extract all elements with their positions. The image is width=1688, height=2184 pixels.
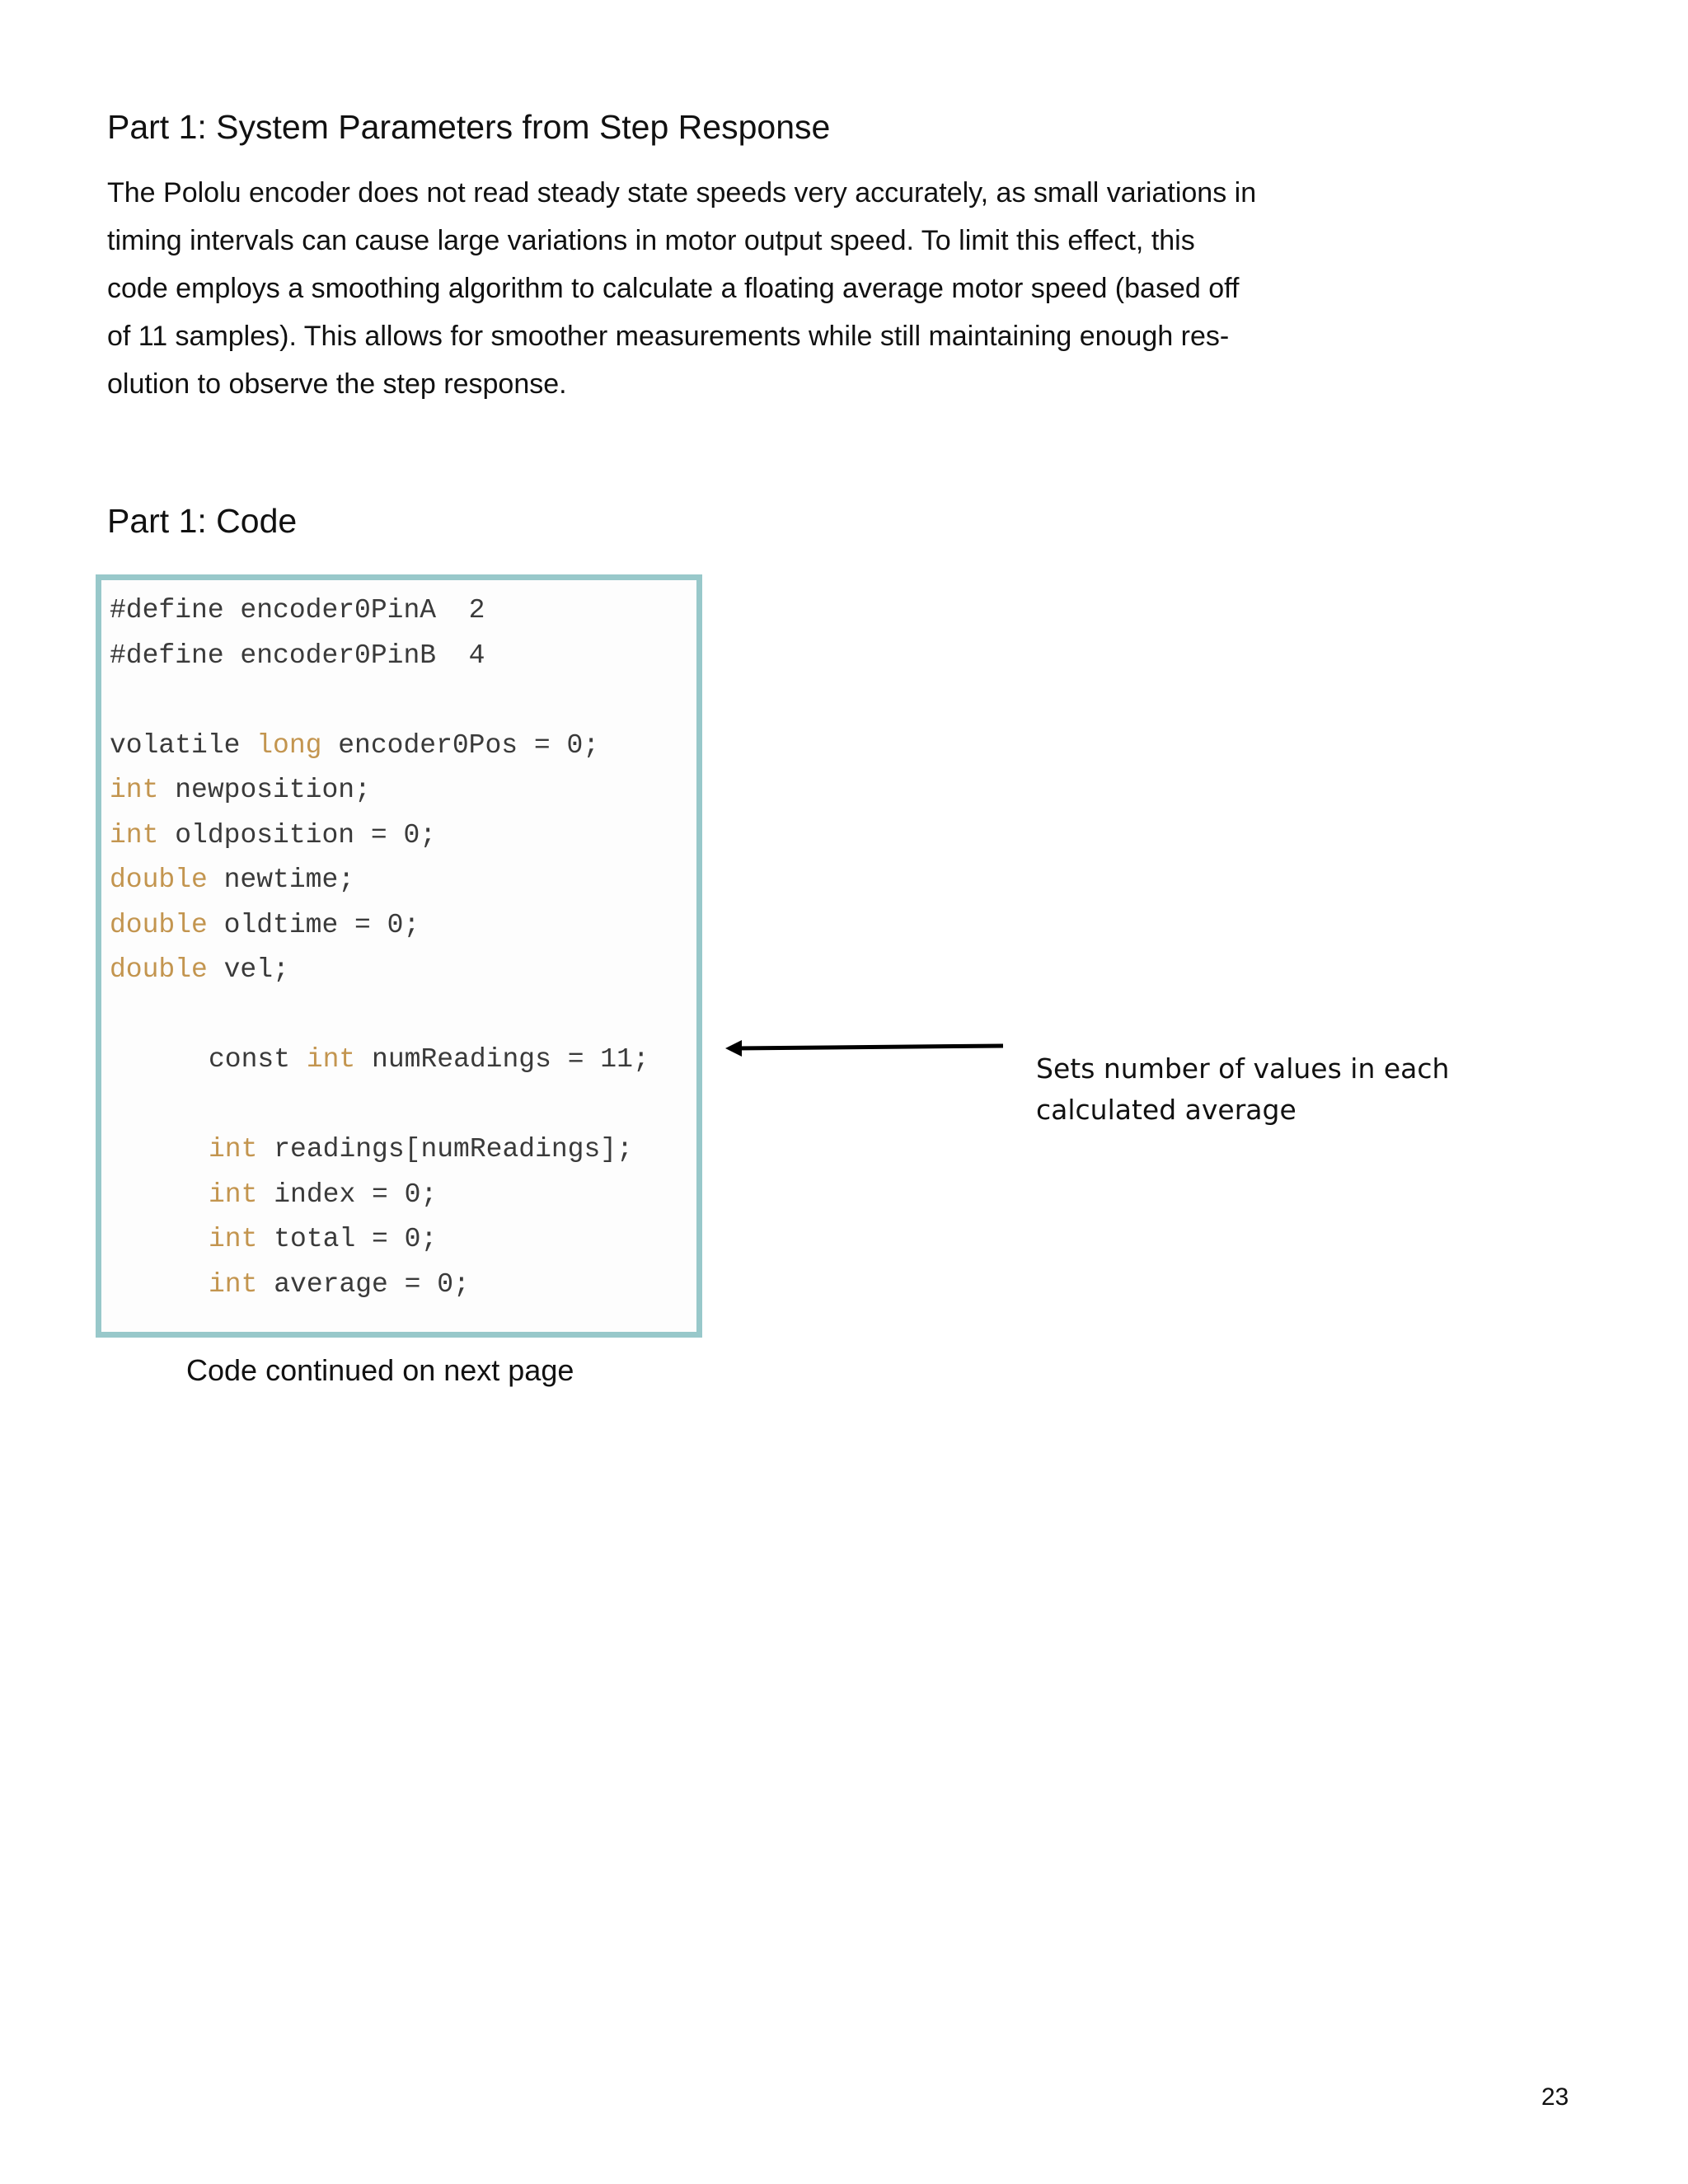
code-text: vel; [207,954,289,985]
paragraph-line: code employs a smoothing algorithm to calculate a floating average motor speed (based off [107,273,1240,304]
code-line [110,858,649,903]
code-line [110,813,649,859]
code-keyword: int [306,1044,356,1075]
code-text: oldposition = 0; [158,819,437,851]
code-keyword: int [209,1179,258,1210]
code-keyword: long [256,729,322,761]
code-keyword: int [209,1224,258,1254]
paragraph-line: of 11 samples). This allows for smoother measurements while still maintaining enough res- [107,321,1230,352]
code-keyword: double [110,954,208,985]
code-keyword: double [110,909,208,940]
paragraph-line: olution to observe the step response. [107,368,567,400]
section-title-part1: Part 1: System Parameters from Step Response [107,108,831,146]
code-caption: Code continued on next page [186,1353,574,1387]
annotation-line: calculated average [1036,1094,1296,1126]
code-line [110,678,649,724]
code-line [110,1217,649,1263]
code-text: newtime; [207,865,355,895]
code-keyword: int [110,775,159,805]
code-block [96,574,702,1338]
code-text: readings[numReadings]; [257,1134,633,1165]
code-text: encoder0Pos = 0; [321,729,600,761]
code-line [110,1127,649,1173]
section-title-code: Part 1: Code [107,502,298,540]
code-line [110,1263,649,1308]
code-keyword: int [209,1134,258,1165]
code-keyword: double [110,865,208,895]
page-number: 23 [1541,2083,1569,2111]
code-text: const [209,1044,307,1075]
code-keyword: int [110,819,159,851]
intro-paragraph [107,169,1360,408]
code-line [110,588,649,634]
code-text: index = 0; [257,1179,438,1210]
annotation-line: Sets number of values in each [1036,1052,1450,1085]
code-keyword: int [209,1268,258,1300]
annotation-note [1036,1048,1449,1131]
code-line [110,1083,649,1128]
code-text: #define encoder0PinA 2 [110,595,485,626]
code-text: volatile [110,729,257,761]
code-line [110,948,649,993]
code-text: numReadings = 11; [355,1044,649,1075]
code-text: total = 0; [257,1224,438,1254]
paragraph-line: The Pololu encoder does not read steady state speeds very accurately, as small variations in [107,177,1257,209]
code-line [110,634,649,679]
code-line [110,993,649,1038]
code-line [110,903,649,949]
code-line [110,768,649,813]
code-line [110,724,649,769]
paragraph-line: timing intervals can cause large variations in motor output speed. To limit this effect, this [107,225,1195,256]
code-lines [110,588,649,1307]
code-text: oldtime = 0; [207,909,420,940]
code-text: newposition; [158,775,371,805]
code-text: #define encoder0PinB 4 [110,640,485,671]
code-text: average = 0; [257,1268,470,1300]
annotation-arrow [725,1035,1006,1060]
code-line [110,1173,649,1218]
code-line [110,1038,649,1083]
